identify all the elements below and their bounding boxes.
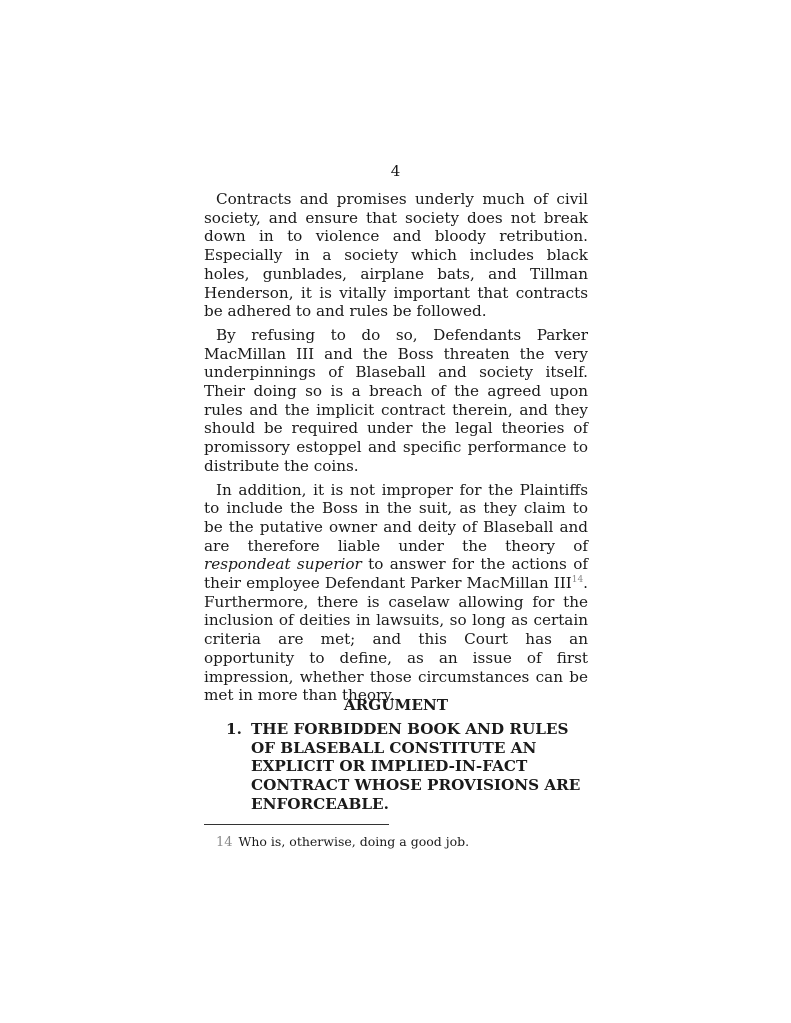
paragraph-contracts: Contracts and promises underly much of civil society, and ensure that society does not break down in to violence and bloody retribution. Especially in a society which includes black holes, gunblades, airplane bats, and Tillman Henderson, it is vitally important that contracts be adhered to and rules be followed. [204, 190, 588, 321]
argument-item-text: THE FORBIDDEN BOOK AND RULES OF BLASEBALL CONSTITUTE AN EXPLICIT OR IMPLIED-IN-FACT CONTRACT WHOSE PROVISIONS ARE ENFORCEABLE. [251, 720, 581, 813]
paragraph-text: . Furthermore, there is caselaw allowing for the inclusion of deities in lawsuits, so long as certain criteria are met; and this Court has an opportunity to define, as an issue of first impression, whether those circumstances can be met in more than theory. [204, 574, 588, 705]
body-text [204, 190, 588, 710]
paragraph-text: In addition, it is not improper for the Plaintiffs to include the Boss in the suit, as they claim to be the putative owner and deity of Blaseball and are therefore liable under the theory of [204, 480, 588, 555]
paragraph-boss-liability [204, 481, 588, 705]
paragraph-text: to answer for the actions of their employee Defendant Parker MacMillan III [204, 555, 588, 593]
argument-heading: ARGUMENT [343, 696, 449, 714]
footnote-divider [204, 824, 389, 825]
page-number: 4 [390, 162, 401, 180]
legal-term-italic: respondeat superior [204, 555, 362, 574]
paragraph-defendants: By refusing to do so, Defendants Parker MacMillan III and the Boss threaten the very underpinnings of Blaseball and society itself. Their doing so is a breach of the agreed upon rules and the implicit contract therein, and they should be required under the legal theories of promissory estoppel and specific performance to distribute the coins. [204, 325, 588, 475]
footnote-number: 14 [216, 835, 233, 850]
argument-item-number: 1. [226, 720, 242, 738]
footnote [216, 834, 588, 851]
footnote-text: Who is, otherwise, doing a good job. [238, 834, 470, 849]
argument-item [226, 720, 586, 814]
footnote-reference[interactable]: 14 [571, 575, 584, 585]
